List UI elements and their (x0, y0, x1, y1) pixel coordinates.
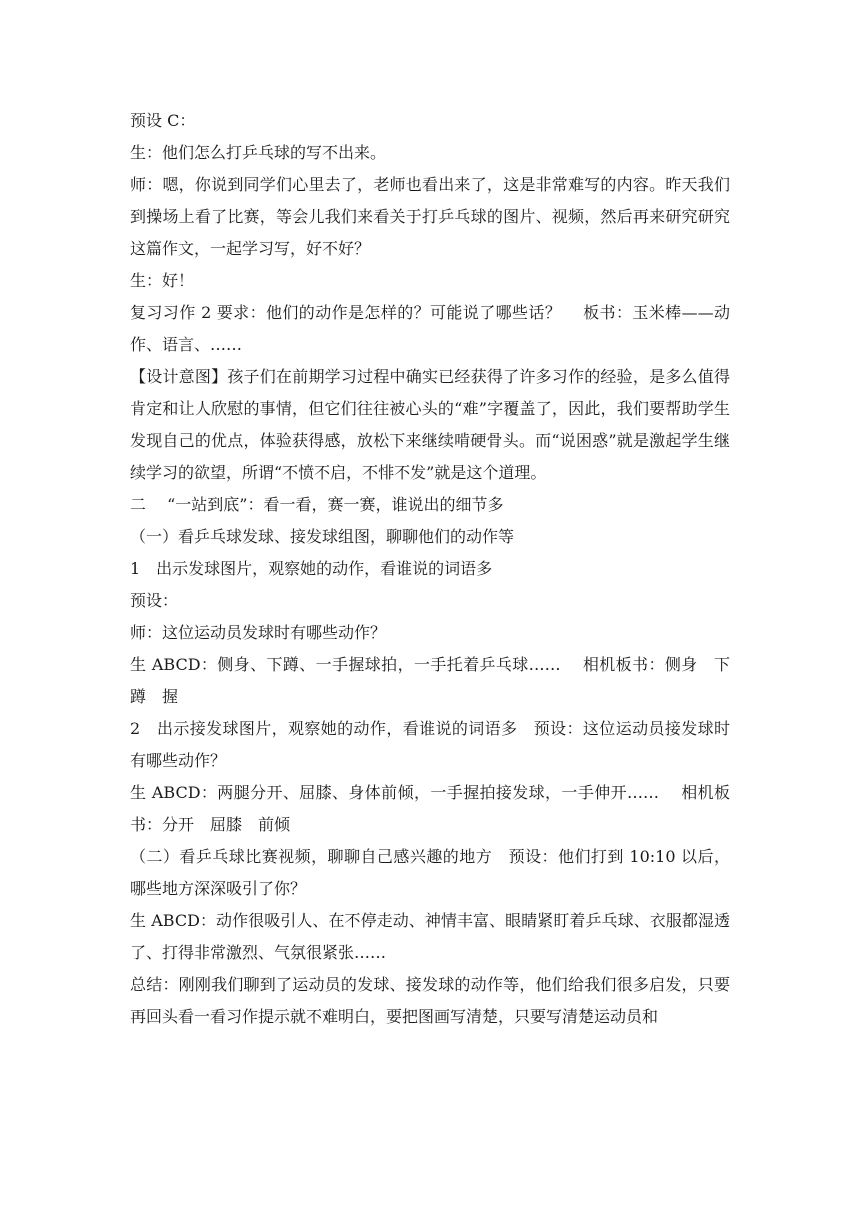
student-answer-video: 生 ABCD：动作很吸引人、在不停走动、神情丰富、眼睛紧盯着乒乓球、衣服都湿透了、打得非常激烈、气氛很紧张…… (130, 911, 730, 962)
teacher-line-1: 师：嗯，你说到同学们心里去了，老师也看出来了，这是非常难写的内容。昨天我们到操场上看了比赛，等会儿我们来看关于打乒乓球的图片、视频，然后再来研究研究这篇作文，一起学习写，好不好？ (130, 175, 730, 258)
teacher-question-serve: 师：这位运动员发球时有哪些动作？ (130, 623, 387, 642)
preset-c-label: 预设 C： (130, 111, 196, 130)
summary-paragraph: 总结：刚刚我们聊到了运动员的发球、接发球的动作等，他们给我们很多启发，只要再回头看一看习作提示就不难明白，要把图画写清楚，只要写清楚运动员和 (130, 975, 730, 1026)
subsection-heading-2: （二）看乒乓球比赛视频，聊聊自己感兴趣的地方 预设：他们打到 10:10 以后，哪些地方深深吸引了你？ (130, 847, 730, 898)
step-2-heading: 2 出示接发球图片，观察她的动作，看谁说的词语多 预设：这位运动员接发球时有哪些动作？ (130, 719, 730, 770)
step-1-heading: 1 出示发球图片，观察她的动作，看谁说的词语多 (130, 559, 493, 578)
review-requirement: 复习习作 2 要求：他们的动作是怎样的？可能说了哪些话？ 板书：玉米棒——动作、语言、…… (130, 303, 730, 354)
student-answer-receive: 生 ABCD：两腿分开、屈膝、身体前倾，一手握拍接发球，一手伸开…… 相机板书：分开 屈膝 前倾 (130, 783, 730, 834)
student-line-2: 生：好！ (130, 271, 195, 290)
student-line-1: 生：他们怎么打乒乓球的写不出来。 (130, 143, 387, 162)
document-body (130, 105, 730, 1033)
preset-label: 预设： (130, 591, 179, 610)
subsection-heading-1: （一）看乒乓球发球、接发球组图，聊聊他们的动作等 (130, 527, 515, 546)
design-intent: 【设计意图】孩子们在前期学习过程中确实已经获得了许多习作的经验，是多么值得肯定和让人欣慰的事情，但它们往往被心头的“难”字覆盖了，因此，我们要帮助学生发现自己的优点，体验获得感，放松下来继续啃硬骨头。而“说困惑”就是激起学生继续学习的欲望，所谓“不愤不启，不悱不发”就是这个道理。 (130, 367, 730, 482)
section-heading-2: 二 “一站到底”：看一看，赛一赛，谁说出的细节多 (130, 495, 504, 514)
student-answer-serve: 生 ABCD：侧身、下蹲、一手握球拍，一手托着乒乓球…… 相机板书：侧身 下蹲 握 (130, 655, 730, 706)
